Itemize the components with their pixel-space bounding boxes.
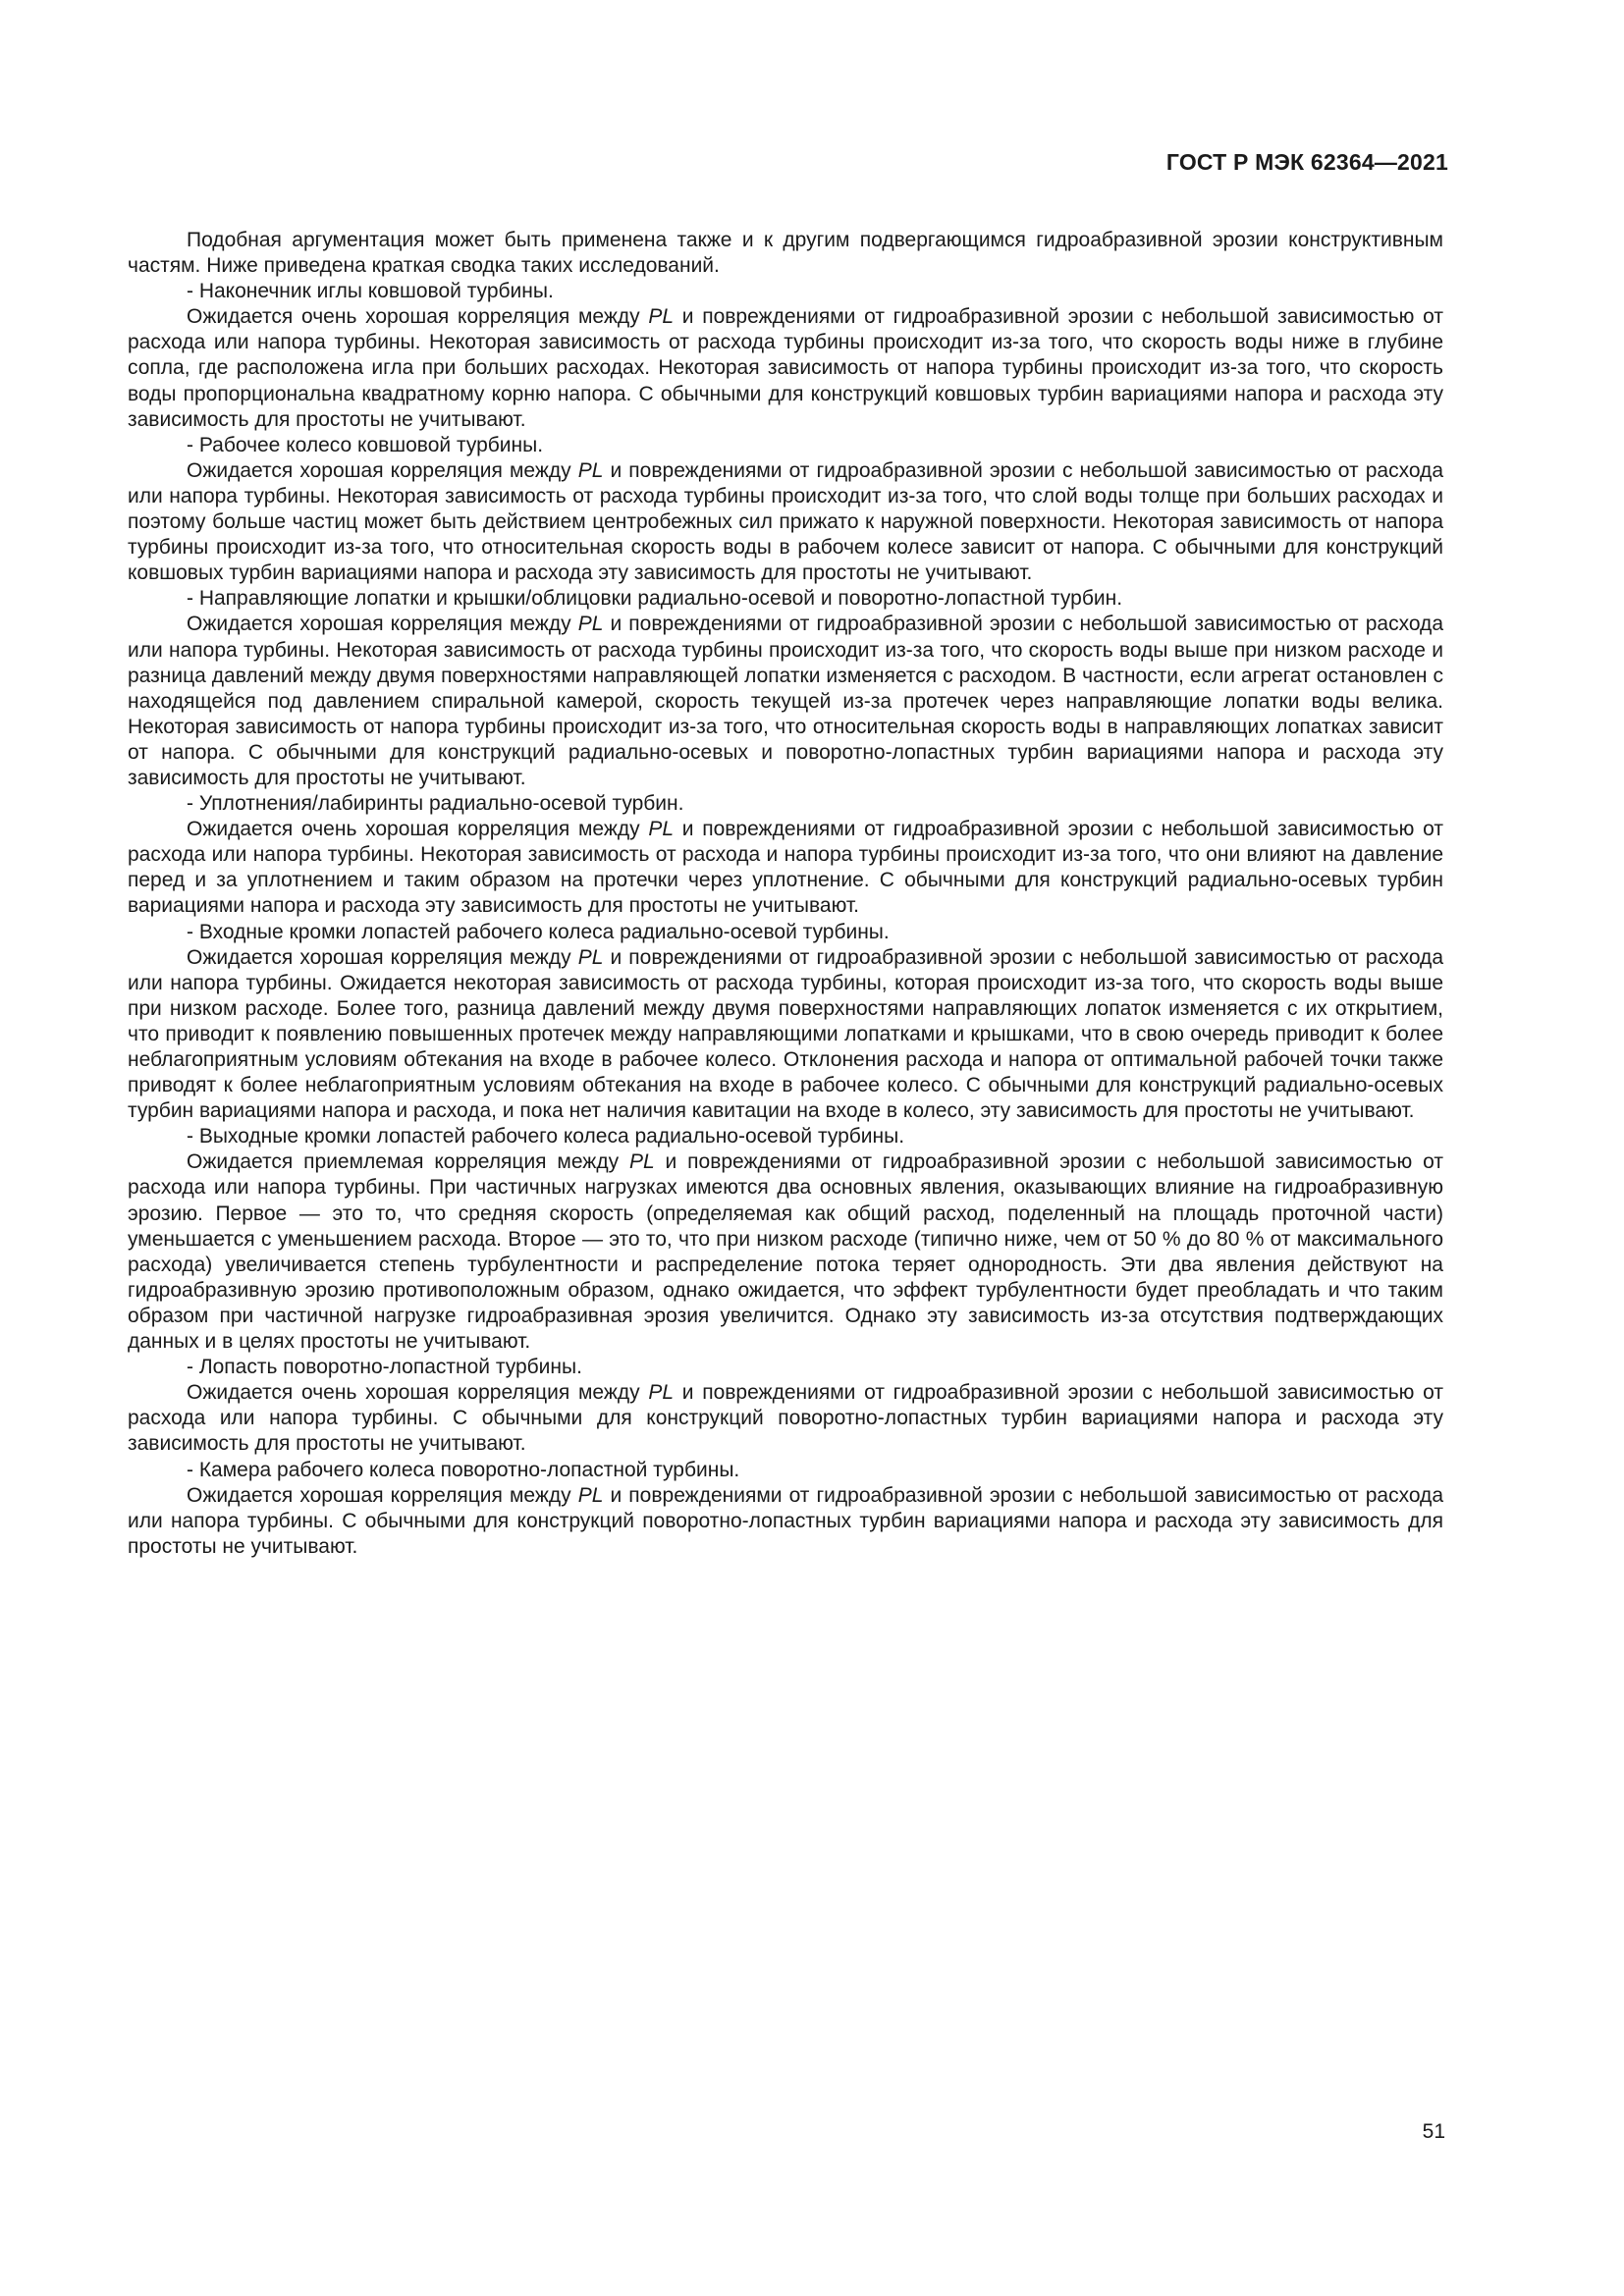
list-item [128, 1458, 1443, 1483]
paragraph-text: Ожидается хорошая корреляция между [187, 613, 578, 636]
list-item [128, 1124, 1443, 1149]
paragraph-text: и повреждениями от гидроабразивной эрозии с небольшой зависимостью от расхода или напора турбины. Некоторая зависимость от расхода турбины происходит из-за того, что скорость воды ниже в глубине сопла, где расположена игла при больших расходах. Некоторая зависимость от напора турбины происходит из-за того, что скорость воды пропорциональна квадратному корню напора. С обычными для конструкций ковшовых турбин вариациями напора и расхода эту зависимость для простоты не учитывают. [128, 305, 1443, 431]
paragraph-text: и повреждениями от гидроабразивной эрозии с небольшой зависимостью от расхода или напора турбины. Некоторая зависимость от расхода турбины происходит из-за того, что слой воды толще при больших расходах и поэтому больше частиц может быть действием центробежных сил прижато к наружной поверхности. Некоторая зависимость от напора турбины происходит из-за того, что относительная скорость воды в рабочем колесе зависит от напора. С обычными для конструкций ковшовых турбин вариациями напора и расхода эту зависимость для простоты не учитывают. [128, 458, 1443, 585]
list-item-text: Входные кромки лопастей рабочего колеса радиально-осевой турбины. [198, 920, 890, 943]
dash-bullet [187, 587, 199, 610]
pl-term: PL [628, 1150, 655, 1174]
document-body [128, 228, 1443, 1560]
list-item [128, 1355, 1443, 1380]
paragraph [128, 1149, 1443, 1355]
standard-header: ГОСТ Р МЭК 62364—2021 [1165, 149, 1448, 175]
paragraph [128, 228, 1443, 279]
list-item [128, 920, 1443, 945]
paragraph-text: Ожидается очень хорошая корреляция между [187, 818, 649, 841]
paragraph-text: Ожидается очень хорошая корреляция между [187, 1381, 649, 1405]
pl-term: PL [648, 818, 675, 841]
paragraph [128, 817, 1443, 919]
paragraph-text: и повреждениями от гидроабразивной эрозии с небольшой зависимостью от расхода или напора турбины. С обычными для конструкций поворотно-лопастных турбин вариациями напора и расхода эту зависимость для простоты не учитывают. [128, 1381, 1443, 1456]
pl-term: PL [577, 613, 604, 636]
list-item-text: Направляющие лопатки и крышки/облицовки радиально-осевой и поворотно-лопастной турбин. [198, 587, 1123, 611]
list-item-text: Лопасть поворотно-лопастной турбины. [198, 1356, 582, 1379]
paragraph-text: Ожидается очень хорошая корреляция между [187, 305, 649, 329]
list-item [128, 586, 1443, 612]
paragraph-text: и повреждениями от гидроабразивной эрозии с небольшой зависимостью от расхода или напора турбины. Некоторая зависимость от расхода и напора турбины происходит из-за того, что они влияют на давление перед и за уплотнением и таким образом на протечки через уплотнение. С обычными для конструкций радиально-осевых турбин вариациями напора и расхода эту зависимость для простоты не учитывают. [128, 818, 1443, 918]
dash-bullet [187, 792, 199, 815]
list-item-text: Уплотнения/лабиринты радиально-осевой турбин. [198, 792, 684, 816]
paragraph [128, 458, 1443, 586]
paragraph [128, 612, 1443, 791]
list-item-text: Наконечник иглы ковшовой турбины. [198, 280, 554, 303]
pl-term: PL [577, 1483, 604, 1507]
paragraph-text: и повреждениями от гидроабразивной эрозии с небольшой зависимостью от расхода или напора турбины. При частичных нагрузках имеются два основных явления, оказывающих влияние на гидроабразивную эрозию. Первое — это то, что средняя скорость (определяемая как общий расход, поделенный на площадь проточной части) уменьшается с уменьшением расхода. Второе — это то, что при низком расходе (типично ниже, чем от 50 % до 80 % от максимального расхода) увеличивается степень турбулентности и распределение потока теряет однородность. Эти два явления действуют на гидроабразивную эрозию противоположным образом, однако ожидается, что эффект турбулентности будет преобладать и что таким образом при частичной нагрузке гидроабразивная эрозия увеличится. Однако эту зависимость из-за отсутствия подтверждающих данных и в целях простоты не учитывают. [128, 1150, 1443, 1354]
paragraph-text: Ожидается хорошая корреляция между [187, 945, 578, 969]
paragraph-text: Ожидается хорошая корреляция между [187, 1483, 578, 1507]
paragraph [128, 304, 1443, 432]
dash-bullet [187, 434, 199, 456]
list-item [128, 433, 1443, 458]
pl-term: PL [577, 945, 604, 969]
dash-bullet [187, 1125, 199, 1148]
pl-term: PL [577, 458, 604, 482]
paragraph-text: и повреждениями от гидроабразивной эрозии с небольшой зависимостью от расхода или напора турбины. С обычными для конструкций поворотно-лопастных турбин вариациями напора и расхода эту зависимость для простоты не учитывают. [128, 1483, 1443, 1558]
dash-bullet [187, 280, 199, 302]
list-item-text: Камера рабочего колеса поворотно-лопастной турбины. [198, 1458, 740, 1481]
list-item-text: Выходные кромки лопастей рабочего колеса радиально-осевой турбины. [198, 1125, 905, 1148]
pl-term: PL [648, 1381, 675, 1405]
paragraph-text: и повреждениями от гидроабразивной эрозии с небольшой зависимостью от расхода или напора турбины. Ожидается некоторая зависимость от расхода турбины, которая происходит из-за того, что скорость воды выше при низком расходе. Более того, разница давлений между двумя поверхностями направляющих лопаток изменяется с их открытием, что приводит к появлению повышенных протечек между направляющими лопатками и крышками, что в свою очередь приводит к более неблагоприятным условиям обтекания на входе в рабочее колесо. Отклонения расхода и напора от оптимальной рабочей точки также приводят к более неблагоприятным условиям обтекания на входе в рабочее колесо. С обычными для конструкций радиально-осевых турбин вариациями напора и расхода, и пока нет наличия кавитации на входе в колесо, эту зависимость для простоты не учитывают. [128, 945, 1443, 1123]
paragraph-text: и повреждениями от гидроабразивной эрозии с небольшой зависимостью от расхода или напора турбины. Некоторая зависимость от расхода турбины происходит из-за того, что скорость воды выше при низком расходе и разница давлений между двумя поверхностями направляющей лопатки изменяется с расходом. В частности, если агрегат остановлен с находящейся под давлением спиральной камерой, скорость текущей из-за протечек через направляющие лопатки воды велика. Некоторая зависимость от напора турбины происходит из-за того, что относительная скорость воды в направляющих лопатках зависит от напора. С обычными для конструкций радиально-осевых и поворотно-лопастных турбин вариациями напора и расхода эту зависимость для простоты не учитывают. [128, 613, 1443, 789]
paragraph [128, 945, 1443, 1125]
list-item [128, 279, 1443, 304]
paragraph-text: Подобная аргументация может быть применена также и к другим подвергающимся гидроабразивной эрозии конструктивным частям. Ниже приведена краткая сводка таких исследований. [128, 229, 1443, 278]
dash-bullet [187, 921, 199, 943]
paragraph-text: Ожидается хорошая корреляция между [187, 458, 578, 482]
dash-bullet [187, 1459, 199, 1481]
paragraph-text: Ожидается приемлемая корреляция между [187, 1150, 629, 1174]
paragraph [128, 1483, 1443, 1560]
list-item-text: Рабочее колесо ковшовой турбины. [198, 433, 544, 456]
pl-term: PL [648, 305, 675, 329]
dash-bullet [187, 1356, 199, 1378]
page-number: 51 [1422, 2120, 1445, 2143]
paragraph [128, 1380, 1443, 1457]
list-item [128, 791, 1443, 817]
